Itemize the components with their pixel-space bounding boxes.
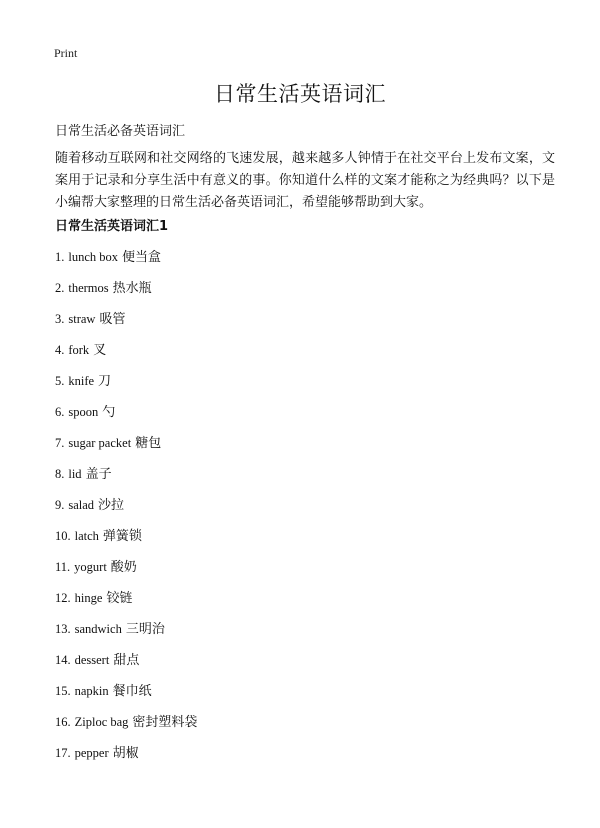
english-word: hinge <box>74 591 103 605</box>
item-number: 14. <box>55 653 71 667</box>
list-item <box>55 280 197 311</box>
page-title: 日常生活英语词汇 <box>214 82 386 106</box>
item-number: 12. <box>55 591 71 605</box>
chinese-word: 沙拉 <box>98 498 125 513</box>
list-item <box>55 404 197 435</box>
item-number: 16. <box>55 715 71 729</box>
english-word: latch <box>74 529 99 543</box>
list-item <box>55 652 197 683</box>
chinese-word: 盖子 <box>85 467 112 482</box>
list-item <box>55 342 197 373</box>
english-word: thermos <box>68 281 109 295</box>
english-word: spoon <box>68 405 99 419</box>
intro-paragraph: 随着移动互联网和社交网络的飞速发展，越来越多人钟情于在社交平台上发布文案，文案用于记录和分享生活中有意义的事。你知道什么样的文案才能称之为经典吗？以下是小编帮大家整理的日常生活必备英语词汇，希望能够帮助到大家。 <box>55 151 555 210</box>
item-number: 7. <box>55 436 65 450</box>
item-number: 1. <box>55 250 65 264</box>
chinese-word: 餐巾纸 <box>112 684 152 699</box>
chinese-word: 三明治 <box>125 622 165 637</box>
list-item <box>55 466 197 497</box>
english-word: salad <box>68 498 95 512</box>
english-word: dessert <box>74 653 110 667</box>
item-number: 4. <box>55 343 65 357</box>
subtitle: 日常生活必备英语词汇 <box>55 124 186 139</box>
chinese-word: 热水瓶 <box>112 281 152 296</box>
item-number: 8. <box>55 467 65 481</box>
list-item <box>55 621 197 652</box>
item-number: 17. <box>55 746 71 760</box>
chinese-word: 糖包 <box>135 436 162 451</box>
chinese-word: 弹簧锁 <box>102 529 142 544</box>
chinese-word: 酸奶 <box>110 560 137 575</box>
item-number: 13. <box>55 622 71 636</box>
item-number: 15. <box>55 684 71 698</box>
list-item <box>55 249 197 280</box>
vocab-list <box>55 249 197 776</box>
english-word: fork <box>68 343 90 357</box>
list-item <box>55 683 197 714</box>
english-word: Ziploc bag <box>74 715 129 729</box>
item-number: 9. <box>55 498 65 512</box>
english-word: lunch box <box>68 250 119 264</box>
list-item <box>55 528 197 559</box>
chinese-word: 甜点 <box>113 653 140 668</box>
section-heading: 日常生活英语词汇1 <box>55 219 169 234</box>
english-word: yogurt <box>74 560 107 574</box>
list-item <box>55 590 197 621</box>
chinese-word: 刀 <box>98 374 112 389</box>
chinese-word: 吸管 <box>99 312 126 327</box>
list-item <box>55 373 197 404</box>
list-item <box>55 559 197 590</box>
item-number: 11. <box>55 560 71 574</box>
chinese-word: 便当盒 <box>122 250 162 265</box>
chinese-word: 密封塑料袋 <box>132 715 198 730</box>
english-word: pepper <box>74 746 109 760</box>
english-word: sugar packet <box>68 436 132 450</box>
list-item <box>55 745 197 776</box>
chinese-word: 勺 <box>102 405 116 420</box>
item-number: 3. <box>55 312 65 326</box>
print-link[interactable]: Print <box>54 46 78 60</box>
list-item <box>55 435 197 466</box>
english-word: napkin <box>74 684 109 698</box>
english-word: sandwich <box>74 622 122 636</box>
english-word: straw <box>68 312 96 326</box>
chinese-word: 铰链 <box>106 591 133 606</box>
item-number: 2. <box>55 281 65 295</box>
item-number: 5. <box>55 374 65 388</box>
item-number: 6. <box>55 405 65 419</box>
chinese-word: 胡椒 <box>112 746 139 761</box>
english-word: knife <box>68 374 95 388</box>
list-item <box>55 311 197 342</box>
list-item <box>55 497 197 528</box>
item-number: 10. <box>55 529 71 543</box>
chinese-word: 叉 <box>93 343 107 358</box>
list-item <box>55 714 197 745</box>
english-word: lid <box>68 467 82 481</box>
